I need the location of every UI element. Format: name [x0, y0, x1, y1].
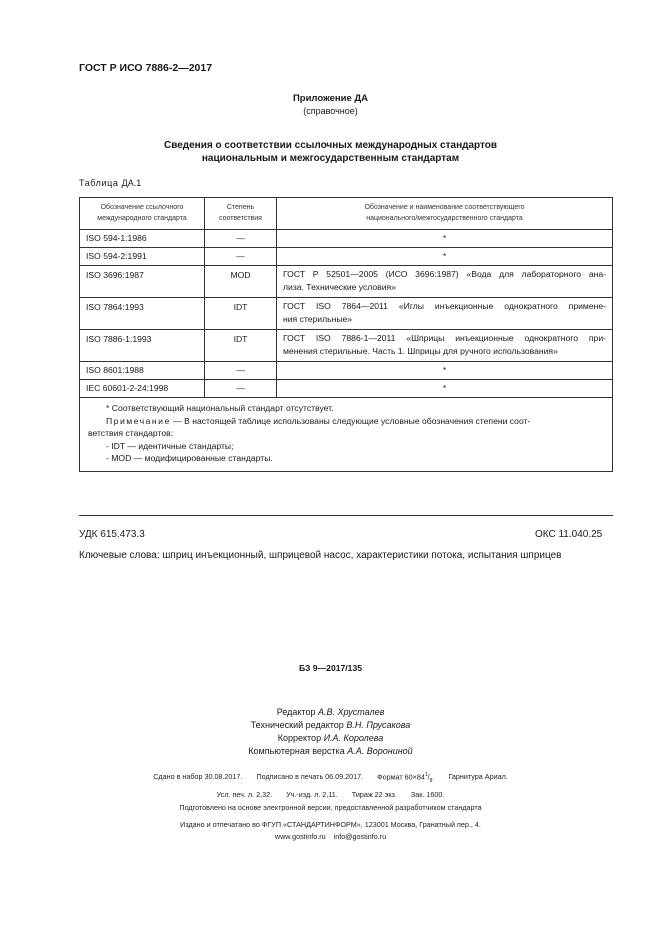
publishing-sheets: Уч.-изд. л. 2,11. — [286, 789, 338, 799]
note-paragraph — [106, 415, 604, 428]
header-line: национального/межгосударственного стандарта — [366, 215, 523, 222]
editor-line — [0, 706, 661, 719]
format-prefix: Формат 60×84 — [377, 772, 425, 782]
divider-line — [79, 515, 613, 516]
cell-national: * — [277, 380, 613, 398]
table-row — [80, 266, 613, 298]
cell-degree: — — [205, 230, 277, 248]
imprint-line-1 — [0, 769, 661, 788]
typeface: Гарнитура Ариал. — [448, 772, 508, 782]
corrector-label: Корректор — [277, 733, 322, 743]
header-national-standard — [277, 198, 613, 230]
cell-national-line: ния стерильные» — [283, 314, 353, 324]
oks-code: ОКС 11.040.25 — [535, 529, 603, 540]
table-label — [79, 178, 141, 188]
header-degree — [205, 198, 277, 230]
appendix-title: Приложение ДА — [292, 93, 369, 104]
website-link[interactable]: www.gostinfo.ru — [274, 832, 326, 841]
sent-to-typesetting: Сдано в набор 30.08.2017. — [153, 772, 243, 782]
table-row — [80, 330, 613, 362]
editors-block — [0, 706, 661, 758]
print-sheets: Усл. печ. л. 2,32. — [216, 789, 273, 799]
footnote: * Соответствующий национальный стандарт отсутствует. — [106, 403, 334, 413]
cell-national — [277, 266, 613, 298]
layout-name: А.А. Ворониной — [347, 746, 413, 756]
document-code-header: ГОСТ Р ИСО 7886-2—2017 — [79, 62, 213, 74]
cell-standard: ISO 594-1:1986 — [80, 230, 205, 248]
keywords: Ключевые слова: шприц инъекционный, шприцевой насос, характеристики потока, испытания шприцев — [79, 550, 562, 561]
prepared-note: Подготовлено на основе электронной версии, предоставленной разработчиком стандарта — [179, 802, 482, 812]
header-line: Обозначение и наименование соответствующего — [364, 204, 525, 211]
cell-standard: ISO 594-2:1991 — [80, 248, 205, 266]
table-row — [80, 362, 613, 380]
cell-degree: — — [205, 380, 277, 398]
cell-standard: ISO 3696:1987 — [80, 266, 205, 298]
cell-degree: — — [205, 248, 277, 266]
udk-code: УДК 615.473.3 — [79, 529, 145, 540]
table-label-number: ДА.1 — [121, 178, 142, 188]
cell-standard: IEC 60601-2-24:1998 — [80, 380, 205, 398]
cell-national-line: ГОСТ ISO 7886-1—2011 «Шприцы инъекционные однократного при- — [283, 333, 606, 343]
publisher-block — [0, 819, 661, 843]
editor-name: А.В. Хрусталев — [317, 707, 385, 717]
format-numerator: 1 — [424, 772, 428, 778]
note-continuation: ветствия стандартов: — [88, 428, 174, 438]
note-item-mod: - MOD — модифицированные стандарты. — [106, 453, 273, 463]
corrector-line — [0, 732, 661, 745]
publisher-line: Издано и отпечатано во ФГУП «СТАНДАРТИНФОРМ», 123001 Москва, Гранатный пер., 4. — [180, 820, 481, 829]
header-line: Обозначение ссылочного — [100, 204, 184, 211]
corrector-name: И.А. Королева — [323, 733, 384, 743]
cell-degree: IDT — [205, 330, 277, 362]
cell-national: * — [277, 230, 613, 248]
tech-editor-line — [0, 719, 661, 732]
cell-national-line: ГОСТ Р 52501—2005 (ИСО 3696:1987) «Вода для лабораторного ана- — [283, 269, 606, 279]
format-suffix: . — [432, 772, 435, 782]
cell-degree: — — [205, 362, 277, 380]
cell-national-line: менения стерильные. Часть 1. Шприцы для ручного использования» — [283, 346, 558, 356]
note-text: — В настоящей таблице использованы следующие условные обозначения степени соот- — [170, 415, 531, 426]
contacts-line — [0, 831, 661, 843]
order-number: Зак. 1600. — [410, 789, 445, 799]
cell-national: * — [277, 362, 613, 380]
format: Формат $60\times 84^1/_8$. — [377, 772, 435, 784]
table-header-row — [80, 198, 613, 230]
table-row — [80, 380, 613, 398]
appendix-heading — [0, 139, 661, 165]
cell-national-line: лиза. Технические условия» — [283, 282, 396, 292]
editor-label: Редактор — [276, 707, 316, 717]
layout-label: Компьютерная верстка — [248, 746, 345, 756]
appendix-heading-line-2: национальным и межгосударственным стандартам — [201, 153, 460, 164]
tech-editor-name: В.Н. Прусакова — [346, 720, 411, 730]
cell-standard: ISO 7886-1:1993 — [80, 330, 205, 362]
format-denominator: 8 — [429, 777, 433, 784]
cell-national-line: ГОСТ ISO 7864—2011 «Иглы инъекционные однократного примене- — [283, 301, 606, 311]
table-row — [80, 248, 613, 266]
header-international-standard — [80, 198, 205, 230]
table-notes — [80, 398, 613, 472]
table-label-word: Таблица — [79, 178, 119, 188]
appendix-subtitle: (справочное) — [303, 106, 358, 116]
header-line: соответствия — [219, 215, 262, 222]
table-notes-row — [80, 398, 613, 472]
imprint-line-2 — [0, 788, 661, 801]
layout-line — [0, 745, 661, 758]
imprint-block — [0, 769, 661, 814]
cell-standard: ISO 8601:1988 — [80, 362, 205, 380]
print-run: Тираж 22 экз. — [351, 789, 397, 799]
header-line: Степень — [226, 204, 255, 211]
note-label: Примечание — [106, 415, 171, 426]
correspondence-table — [79, 197, 613, 472]
cell-national: * — [277, 248, 613, 266]
cell-degree: IDT — [205, 298, 277, 330]
appendix-heading-line-1: Сведения о соответствии ссылочных международных стандартов — [163, 140, 498, 151]
email-link[interactable]: info@gostinfo.ru — [333, 832, 387, 841]
header-line: международного стандарта — [97, 215, 187, 222]
note-item-idt: - IDT — идентичные стандарты; — [106, 440, 234, 451]
cell-national — [277, 298, 613, 330]
signed-for-print: Подписано в печать 06.09.2017. — [256, 772, 364, 782]
table-row — [80, 298, 613, 330]
cell-national — [277, 330, 613, 362]
bz-number: БЗ 9—2017/135 — [298, 663, 363, 673]
tech-editor-label: Технический редактор — [250, 720, 344, 730]
cell-standard: ISO 7864:1993 — [80, 298, 205, 330]
cell-degree: MOD — [205, 266, 277, 298]
table-row — [80, 230, 613, 248]
